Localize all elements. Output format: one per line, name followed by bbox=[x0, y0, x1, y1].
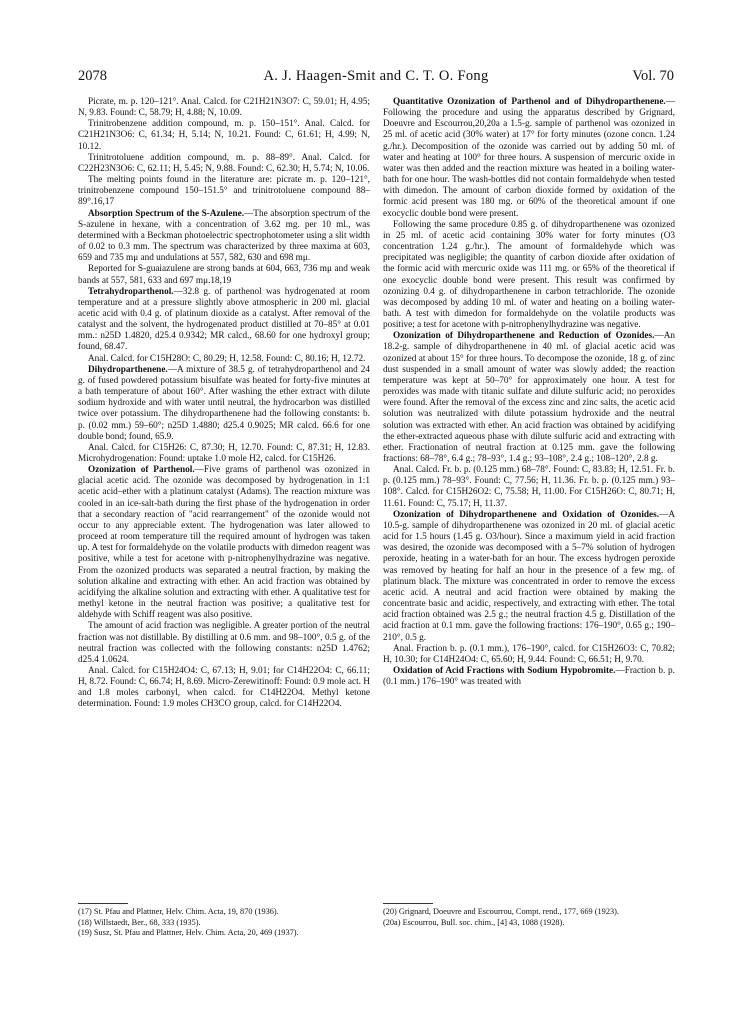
footnote-rule bbox=[78, 903, 128, 904]
paragraph bbox=[383, 666, 675, 688]
right-column bbox=[383, 97, 675, 688]
paragraph-text: —A mixture of 38.5 g. of tetrahydroparthenol and 24 g. of fused powdered potassium bisulfate was heated for forty-five minutes at a bath temperature of about 160°. After washing the ether extract with dilute sodium hydroxide and with water until neutral, the hydrocarbon was distilled twice over potassium. The dihydroparthenene had the following constants: b. p. (0.02 mm.) 59–60°; n25D 1.4880; d25.4 0.9025; MR calcd. 66.6 for one double bond; found, 65.9. bbox=[78, 364, 370, 442]
paragraph-text: —The absorption spectrum of the S-azulene in hexane, with a concentration of 3.62 mg. per 10 ml., was determined with a Beckman photoelectric spectrophotometer using a slit width of 0.02 to 0.3 mm. The spectrum was characterized by three maxima at 603, 659 and 735 mμ and undulations at 557, 582, 630 and 698 mμ. bbox=[78, 208, 370, 264]
paragraph-text: Reported for S-guaiazulene are strong bands at 604, 663, 736 mμ and weak bands at 557, 581, 633 and 697 mμ.18,19 bbox=[78, 264, 370, 286]
paragraph bbox=[78, 97, 370, 119]
paragraph-text: Anal. Calcd. for C15H26: C, 87.30; H, 12.70. Found: C, 87.31; H, 12.83. Microhydrogenation: Found: uptake 1.0 mole H2, calcd. for C15H26. bbox=[78, 442, 370, 464]
paragraph-text: The melting points found in the literature are: picrate m. p. 120–121°, trinitrobenzene compound 150–151.5° and trinitrotoluene compound 88–89°.16,17 bbox=[78, 175, 370, 208]
paragraph bbox=[78, 287, 370, 354]
footnotes-right bbox=[383, 907, 675, 928]
paragraph-text: Trinitrobenzene addition compound, m. p. 150–151°. Anal. Calcd. for C21H21N3O6: C, 61.34; H, 5.14; N, 10.21. Found: C, 61.61; H, 4.99; N, 10.12. bbox=[78, 119, 370, 152]
footnotes-left bbox=[78, 907, 370, 939]
paragraph bbox=[383, 97, 675, 220]
paragraph bbox=[78, 175, 370, 208]
paragraph-text: —Fraction b. p. (0.1 mm.) 176–190° was treated with bbox=[383, 665, 675, 688]
volume-label: Vol. 70 bbox=[632, 68, 674, 84]
paragraph-text: Anal. Calcd. Fr. b. p. (0.125 mm.) 68–78°. Found: C, 83.83; H, 12.51. Fr. b. p. (0.125 mm.) 78–93°. Found: C, 77.56; H, 11.36. Fr. b. p. (0.125 mm.) 93–108°. Calcd. for C15H26O2: C, 75.58; H, 11.00. For C15H26O: C, 80.71; H, 11.61. Found: C, 75.17; H, 11.37. bbox=[383, 465, 675, 509]
paragraph bbox=[78, 119, 370, 152]
paragraph-text: —An 18.2-g. sample of dihydroparthenene in 40 ml. of glacial acetic acid was ozonized at about 15° for three hours. To decompose the ozonide, 18 g. of zinc dust suspended in a small amount of water was slowly added; the reaction temperature was kept at 50–70° for approximately one hour. A test for peroxides was made with titanic sulfate and dilute sulfuric acid; no peroxides were found. After the removal of the excess zinc and zinc salts, the acetic acid solution was neutralized with dilute potassium hydroxide and the neutral solution was extracted with ether. An acid fraction was obtained by acidifying the ether-extracted aqueous phase with dilute sulfuric acid and extracting with ether. Fractionation of neutral fraction at 0.125 mm. gave the following fractions: 68–78°, 6.4 g.; 78–93°, 1.4 g.; 93–108°, 2.4 g.; 108–120°, 2.8 g. bbox=[383, 331, 675, 464]
page-number: 2078 bbox=[78, 68, 107, 84]
paragraph bbox=[78, 621, 370, 666]
running-title: A. J. Haagen-Smit and C. T. O. Fong bbox=[263, 68, 489, 84]
paragraph bbox=[383, 644, 675, 666]
paragraph-text: —Five grams of parthenol was ozonized in glacial acetic acid. The ozonide was decomposed by hydrogenation in 1:1 acetic acid–ether with a platinum catalyst (Adams). The reaction mixture was cooled in an ice-salt-bath during the first phase of the hydrogenation in order that a secondary reaction of "acid rearrangement" of the ozonide would not occur to any appreciable extent. The hydrogenation was later allowed to proceed at room temperature till the required amount of hydrogen was taken up. A test for formaldehyde on the volatile products with dimedon reagent was positive, while a test for acetone with p-nitrophenylhydrazine was negative. From the ozonized products was separated a neutral fraction, by making the solution alkaline and extracting with ether. An acid fraction was obtained by acidifying the alkaline solution and extracting with ether. A qualitative test for methyl ketone in the neutral fraction was positive; a qualitative test for aldehyde with Schiff reagent was also positive. bbox=[78, 465, 371, 621]
footnote: (18) Willstaedt, Ber., 68, 333 (1935). bbox=[78, 917, 201, 927]
footnote: (17) St. Pfau and Plattner, Helv. Chim. Acta, 19, 870 (1936). bbox=[78, 907, 279, 916]
paragraph bbox=[78, 153, 370, 175]
paragraph-text: Trinitrotoluene addition compound, m. p. 88–89°. Anal. Calcd. for C22H23N3O6: C, 62.11; H, 5.45; N, 9.88. Found: C, 62.30; H, 5.74; N, 10.06. bbox=[78, 152, 370, 174]
paragraph-heading: Ozonization of Parthenol. bbox=[88, 465, 195, 476]
left-column bbox=[78, 97, 370, 711]
paragraph-text: Anal. Calcd. for C15H28O: C, 80.29; H, 12.58. Found: C, 80.16; H, 12.72. bbox=[88, 353, 366, 364]
paragraph-text: Anal. Calcd. for C15H24O4: C, 67.13; H, 9.01; for C14H22O4: C, 66.11; H, 8.72. Found: C, 66.74; H, 8.69. Micro-Zerewitinoff: Found: 0.9 mole act. H and 1.8 moles carbonyl, when calcd. for C14H22O4. Methyl ketone determination. Found: 1.9 moles CH3CO group, calcd. for C14H22O4. bbox=[78, 665, 370, 710]
paragraph-text: Anal. Fraction b. p. (0.1 mm.), 176–190°, calcd. for C15H26O3: C, 70.82; H, 10.30; for C14H24O4: C, 65.60; H, 9.44. Found: C, 66.51; H, 9.70. bbox=[383, 643, 675, 665]
paragraph bbox=[78, 354, 370, 365]
paragraph bbox=[78, 443, 370, 465]
paragraph-heading: Oxidation of Acid Fractions with Sodium Hypobromite. bbox=[393, 665, 616, 676]
paragraph bbox=[78, 666, 370, 711]
paragraph-text: —32.8 g. of parthenol was hydrogenated at room temperature and at a pressure slightly above atmospheric in 200 ml. glacial acetic acid with 0.4 g. of platinum dioxide as a catalyst. After removal of the catalyst and the solvent, the hydrogenated product distilled at 70–85° at 0.01 mm.: n25D 1.4820, d25.4 0.9342; MR calcd., 68.60 for one hydroxyl group; found, 68.47. bbox=[78, 286, 370, 353]
paragraph bbox=[78, 465, 370, 621]
paragraph-text: Following the same procedure 0.85 g. of dihydroparthenene was ozonized in 25 ml. of acetic acid containing 30% water for forty minutes (O3 concentration 1.24 g./hr.). The amount of formaldehyde which was precipitated was negligible; the quantity of carbon dioxide after oxidation of the formic acid with mercuric oxide was 111 mg. or 65% of the theoretical if one exocyclic double bond were present. This result was confirmed by ozonizing 0.4 g. of dihydroparthenene in carbon tetrachloride. The ozonide was decomposed by adding 10 ml. of water and heating on a boiling water-bath. A test with dimedon for formaldehyde on the volatile products was positive; a test for acetone with p-nitrophenylhydrazine was negative. bbox=[383, 219, 675, 331]
paragraph-text: —A 10.5-g. sample of dihydroparthenene was ozonized in 20 ml. of glacial acetic acid for 1.5 hours (1.45 g. O3/hour). Since a maximum yield in acid fraction was desired, the ozonide was decomposed with a 5–7% solution of hydrogen peroxide, heating in a water-bath for an hour. The excess hydrogen peroxide was removed by heating for half an hour in the presence of a few mg. of platinum black. The mixture was concentrated in order to remove the excess acetic acid. A neutral and acid fraction were obtained by making the concentrate basic and acidic, respectively, and extracting with ether. The total acid fraction obtained was 2.5 g.; the neutral fraction 4.5 g. Distillation of the acid fraction at 0.1 mm. gave the following fractions: 176–190°, 0.65 g.; 190–210°, 0.5 g. bbox=[383, 509, 675, 643]
paragraph-heading: Ozonization of Dihydroparthenene and Oxidation of Ozonides. bbox=[393, 509, 660, 520]
paragraph bbox=[383, 510, 675, 644]
paragraph bbox=[383, 331, 675, 465]
paragraph bbox=[383, 465, 675, 510]
footnote: (20) Grignard, Doeuvre and Escourrou, Compt. rend., 177, 669 (1923). bbox=[383, 907, 619, 916]
paragraph-text: The amount of acid fraction was negligible. A greater portion of the neutral fraction was not distillable. By distilling at 0.6 mm. and 98–100°, 0.5 g. of the neutral fraction was collected with the following constants: n25D 1.4762; d25.4 1.0624. bbox=[78, 621, 370, 665]
paragraph bbox=[78, 209, 370, 265]
footnote-rule bbox=[383, 903, 433, 904]
paragraph bbox=[78, 264, 370, 286]
paragraph-heading: Dihydroparthenene. bbox=[88, 364, 168, 375]
running-header bbox=[78, 68, 674, 86]
paragraph-heading: Quantitative Ozonization of Parthenol and of Dihydroparthenene. bbox=[393, 97, 666, 107]
footnote: (19) Susz, St. Pfau and Plattner, Helv. Chim. Acta, 20, 469 (1937). bbox=[78, 928, 299, 938]
paragraph-heading: Absorption Spectrum of the S-Azulene. bbox=[88, 208, 245, 219]
paragraph-text: —Following the procedure and using the apparatus described by Grignard, Doeuvre and Escourrou,20,20a a 1.5-g. sample of parthenol was ozonized in 25 ml. of acetic acid (30% water) at 17° for forty minutes (ozone concn. 1.24 g./hr.). Decomposition of the ozonide was carried out by adding 50 ml. of water and heating at 100° for three hours. A suspension of mercuric oxide in water was then added and the reaction mixture was heated in a boiling water-bath for one hour. The wash-bottles did not contain formaldehyde when tested with dimedon. The amount of carbon dioxide formed by oxidation of the formic acid present was 180 mg. or 60% of the theoretical amount if one exocyclic double bond were present. bbox=[383, 97, 675, 219]
paragraph-heading: Ozonization of Dihydroparthenene and Reduction of Ozonides. bbox=[393, 331, 655, 342]
paragraph-heading: Tetrahydroparthenol. bbox=[88, 286, 174, 297]
footnote: (20a) Escourrou, Bull. soc. chim., [4] 43, 1088 (1928). bbox=[383, 917, 565, 927]
paragraph bbox=[383, 220, 675, 332]
paragraph-text: Picrate, m. p. 120–121°. Anal. Calcd. for C21H21N3O7: C, 59.01; H, 4.95; N, 9.83. Found: C, 58.79; H, 4.88; N, 10.09. bbox=[78, 97, 370, 119]
paragraph bbox=[78, 365, 370, 443]
